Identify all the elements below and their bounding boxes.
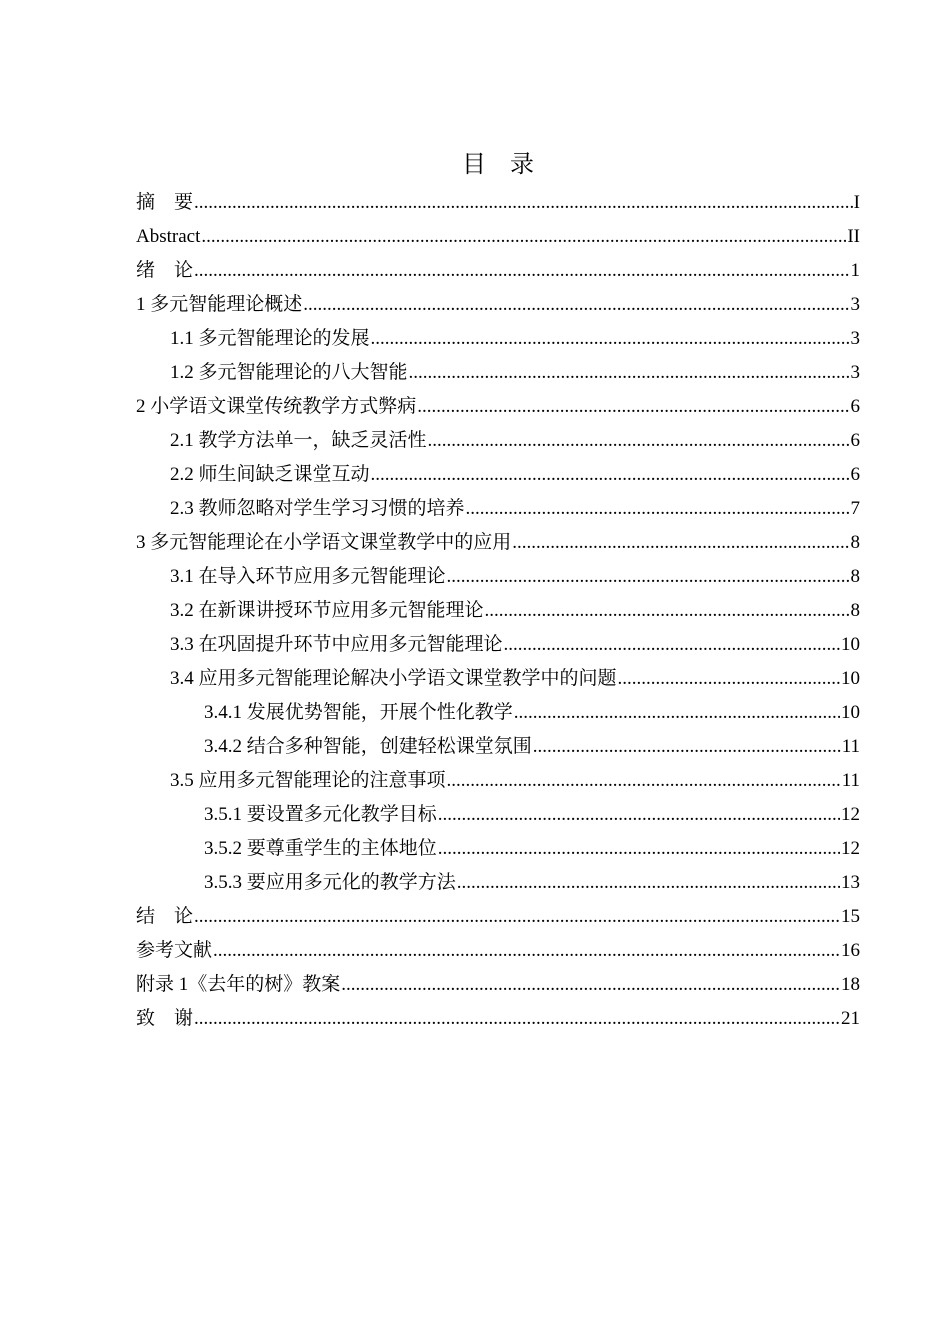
toc-dot-leader bbox=[504, 628, 840, 662]
toc-dot-leader bbox=[194, 900, 840, 934]
toc-entry-page-number: 10 bbox=[841, 668, 860, 689]
toc-dot-leader bbox=[201, 220, 846, 254]
toc-entry[interactable] bbox=[136, 186, 860, 220]
toc-entry-page-number: 3 bbox=[850, 362, 860, 383]
toc-entry-label: 3.4 应用多元智能理论解决小学语文课堂教学中的问题 bbox=[170, 668, 617, 689]
toc-entry-label: 2 小学语文课堂传统教学方式弊病 bbox=[136, 396, 417, 417]
toc-entry-label: Abstract bbox=[136, 226, 201, 247]
toc-dot-leader bbox=[341, 968, 840, 1002]
toc-entry[interactable] bbox=[136, 594, 860, 628]
toc-entry[interactable] bbox=[136, 424, 860, 458]
toc-entry[interactable] bbox=[136, 390, 860, 424]
toc-entry-label: 2.1 教学方法单一，缺乏灵活性 bbox=[170, 430, 427, 451]
toc-dot-leader bbox=[457, 866, 840, 900]
toc-dot-leader bbox=[194, 186, 853, 220]
toc-dot-leader bbox=[194, 1002, 840, 1036]
toc-dot-leader bbox=[447, 764, 841, 798]
toc-dot-leader bbox=[466, 492, 850, 526]
toc-entry-page-number: 21 bbox=[841, 1008, 860, 1029]
toc-dot-leader bbox=[303, 288, 849, 322]
toc-entry-page-number: 6 bbox=[850, 430, 860, 451]
toc-entry-label: 3.5.3 要应用多元化的教学方法 bbox=[204, 872, 456, 893]
toc-dot-leader bbox=[371, 322, 850, 356]
toc-dot-leader bbox=[194, 254, 849, 288]
toc-dot-leader bbox=[438, 798, 840, 832]
toc-entry-page-number: 7 bbox=[850, 498, 860, 519]
toc-entry[interactable] bbox=[136, 458, 860, 492]
toc-entry-label: 绪 论 bbox=[136, 260, 194, 281]
toc-entry-page-number: 6 bbox=[850, 396, 860, 417]
toc-title: 目 录 bbox=[462, 152, 534, 178]
toc-entry[interactable] bbox=[136, 934, 860, 968]
toc-entry-label: 3.4.1 发展优势智能，开展个性化教学 bbox=[204, 702, 513, 723]
toc-dot-leader bbox=[447, 560, 850, 594]
toc-entry-page-number: 1 bbox=[850, 260, 860, 281]
toc-entry[interactable] bbox=[136, 628, 860, 662]
toc-entry-page-number: 18 bbox=[841, 974, 860, 995]
toc-entry-label: 3.5.1 要设置多元化教学目标 bbox=[204, 804, 437, 825]
toc-entry-label: 3.5 应用多元智能理论的注意事项 bbox=[170, 770, 446, 791]
toc-entry-label: 结 论 bbox=[136, 906, 194, 927]
toc-entry-page-number: 3 bbox=[850, 328, 860, 349]
toc-entry-label: 3.2 在新课讲授环节应用多元智能理论 bbox=[170, 600, 484, 621]
toc-entry[interactable] bbox=[136, 798, 860, 832]
toc-dot-leader bbox=[485, 594, 850, 628]
toc-entry[interactable] bbox=[136, 866, 860, 900]
toc-dot-leader bbox=[409, 356, 850, 390]
toc-entry-page-number: 8 bbox=[850, 532, 860, 553]
toc-entry[interactable] bbox=[136, 764, 860, 798]
toc-entry[interactable] bbox=[136, 526, 860, 560]
toc-entry-page-number: 6 bbox=[850, 464, 860, 485]
toc-entry[interactable] bbox=[136, 220, 860, 254]
toc-entry-label: 3.5.2 要尊重学生的主体地位 bbox=[204, 838, 437, 859]
toc-entry-page-number: 10 bbox=[841, 702, 860, 723]
toc-entry-label: 3.1 在导入环节应用多元智能理论 bbox=[170, 566, 446, 587]
toc-entry[interactable] bbox=[136, 288, 860, 322]
toc-entry-label: 2.2 师生间缺乏课堂互动 bbox=[170, 464, 370, 485]
toc-entry-page-number: 11 bbox=[841, 770, 860, 791]
toc-dot-leader bbox=[213, 934, 840, 968]
toc-entry[interactable] bbox=[136, 322, 860, 356]
toc-entry[interactable] bbox=[136, 662, 860, 696]
table-of-contents bbox=[136, 186, 860, 1036]
toc-dot-leader bbox=[512, 526, 849, 560]
toc-entry[interactable] bbox=[136, 968, 860, 1002]
toc-entry[interactable] bbox=[136, 254, 860, 288]
toc-entry[interactable] bbox=[136, 696, 860, 730]
toc-entry[interactable] bbox=[136, 730, 860, 764]
toc-entry-page-number: 8 bbox=[850, 566, 860, 587]
toc-entry-label: 3 多元智能理论在小学语文课堂教学中的应用 bbox=[136, 532, 512, 553]
toc-entry[interactable] bbox=[136, 356, 860, 390]
toc-dot-leader bbox=[417, 390, 849, 424]
toc-entry-page-number: 13 bbox=[841, 872, 860, 893]
toc-dot-leader bbox=[514, 696, 840, 730]
toc-entry-page-number: II bbox=[847, 226, 860, 247]
toc-entry-label: 1.2 多元智能理论的八大智能 bbox=[170, 362, 408, 383]
toc-entry[interactable] bbox=[136, 832, 860, 866]
toc-entry-page-number: 16 bbox=[841, 940, 860, 961]
toc-dot-leader bbox=[371, 458, 850, 492]
toc-dot-leader bbox=[618, 662, 840, 696]
toc-entry-label: 致 谢 bbox=[136, 1008, 194, 1029]
toc-entry-label: 摘 要 bbox=[136, 192, 194, 213]
toc-entry[interactable] bbox=[136, 900, 860, 934]
toc-entry-page-number: 15 bbox=[841, 906, 860, 927]
toc-dot-leader bbox=[438, 832, 840, 866]
toc-entry-page-number: 12 bbox=[841, 838, 860, 859]
toc-entry[interactable] bbox=[136, 560, 860, 594]
toc-entry-label: 参考文献 bbox=[136, 940, 213, 961]
toc-entry-page-number: 3 bbox=[850, 294, 860, 315]
toc-entry[interactable] bbox=[136, 492, 860, 526]
toc-entry-label: 2.3 教师忽略对学生学习习惯的培养 bbox=[170, 498, 465, 519]
toc-dot-leader bbox=[533, 730, 841, 764]
toc-entry-label: 3.4.2 结合多种智能，创建轻松课堂氛围 bbox=[204, 736, 532, 757]
toc-entry-page-number: 8 bbox=[850, 600, 860, 621]
toc-entry[interactable] bbox=[136, 1002, 860, 1036]
toc-entry-page-number: 12 bbox=[841, 804, 860, 825]
toc-entry-label: 附录 1《去年的树》教案 bbox=[136, 974, 341, 995]
toc-dot-leader bbox=[428, 424, 850, 458]
toc-entry-label: 1 多元智能理论概述 bbox=[136, 294, 303, 315]
toc-entry-page-number: 10 bbox=[841, 634, 860, 655]
toc-entry-label: 1.1 多元智能理论的发展 bbox=[170, 328, 370, 349]
toc-entry-page-number: 11 bbox=[841, 736, 860, 757]
toc-entry-label: 3.3 在巩固提升环节中应用多元智能理论 bbox=[170, 634, 503, 655]
toc-entry-page-number: I bbox=[853, 192, 860, 213]
